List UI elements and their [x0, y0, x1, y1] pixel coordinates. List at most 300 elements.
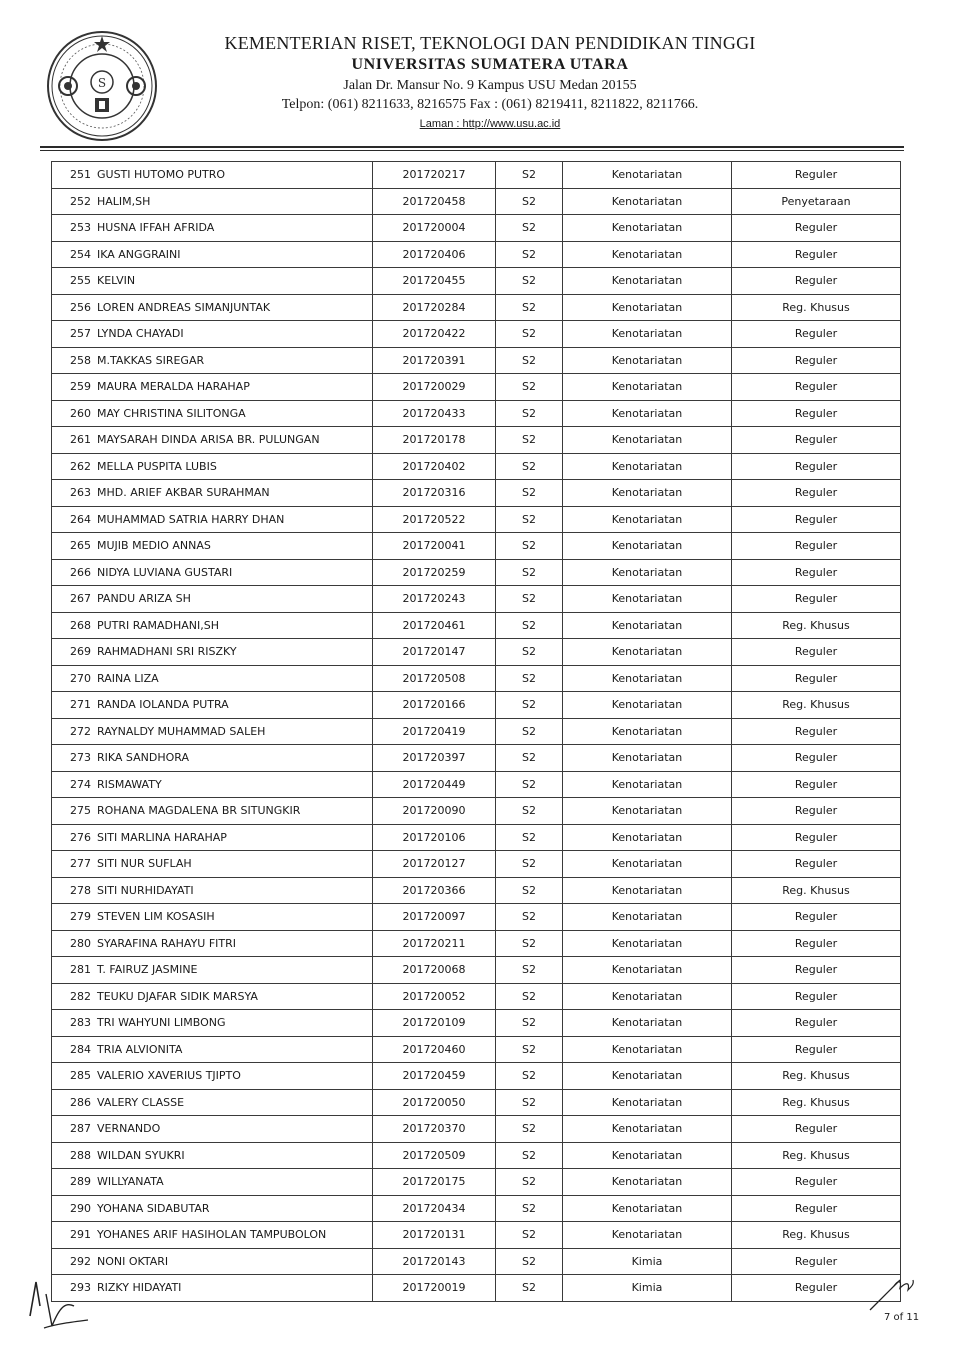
row-number: 266 — [52, 559, 95, 586]
degree-level: S2 — [496, 824, 563, 851]
student-name: KELVIN — [94, 268, 373, 295]
row-number: 256 — [52, 294, 95, 321]
study-program: Kenotariatan — [563, 771, 732, 798]
table-row — [52, 427, 901, 454]
student-id: 201720433 — [373, 400, 496, 427]
table-row — [52, 453, 901, 480]
row-number: 278 — [52, 877, 95, 904]
student-name: MAURA MERALDA HARAHAP — [94, 374, 373, 401]
table-row — [52, 188, 901, 215]
student-id: 201720366 — [373, 877, 496, 904]
table-row — [52, 1063, 901, 1090]
degree-level: S2 — [496, 930, 563, 957]
student-name: SITI MARLINA HARAHAP — [94, 824, 373, 851]
degree-level: S2 — [496, 241, 563, 268]
study-program: Kenotariatan — [563, 480, 732, 507]
study-program: Kenotariatan — [563, 665, 732, 692]
row-number: 259 — [52, 374, 95, 401]
student-id: 201720178 — [373, 427, 496, 454]
student-name: RIZKY HIDAYATI — [94, 1275, 373, 1302]
student-name: MAY CHRISTINA SILITONGA — [94, 400, 373, 427]
table-row — [52, 930, 901, 957]
study-program: Kenotariatan — [563, 586, 732, 613]
study-program: Kenotariatan — [563, 745, 732, 772]
admission-type: Reguler — [732, 745, 901, 772]
study-program: Kenotariatan — [563, 1142, 732, 1169]
row-number: 290 — [52, 1195, 95, 1222]
student-id: 201720217 — [373, 162, 496, 189]
table-row — [52, 374, 901, 401]
row-number: 285 — [52, 1063, 95, 1090]
admission-type: Reg. Khusus — [732, 692, 901, 719]
student-id: 201720166 — [373, 692, 496, 719]
student-id: 201720106 — [373, 824, 496, 851]
degree-level: S2 — [496, 718, 563, 745]
study-program: Kenotariatan — [563, 321, 732, 348]
degree-level: S2 — [496, 957, 563, 984]
table-row — [52, 241, 901, 268]
table-row — [52, 1169, 901, 1196]
student-id: 201720041 — [373, 533, 496, 560]
student-name: RAINA LIZA — [94, 665, 373, 692]
row-number: 267 — [52, 586, 95, 613]
table-row — [52, 533, 901, 560]
student-id: 201720316 — [373, 480, 496, 507]
row-number: 264 — [52, 506, 95, 533]
page-number: 7 of 11 — [884, 1312, 920, 1323]
degree-level: S2 — [496, 771, 563, 798]
admission-type: Reguler — [732, 427, 901, 454]
degree-level: S2 — [496, 1063, 563, 1090]
study-program: Kenotariatan — [563, 877, 732, 904]
table-row — [52, 480, 901, 507]
student-id: 201720370 — [373, 1116, 496, 1143]
row-number: 284 — [52, 1036, 95, 1063]
student-name: RIKA SANDHORA — [94, 745, 373, 772]
degree-level: S2 — [496, 983, 563, 1010]
admission-type: Reg. Khusus — [732, 1222, 901, 1249]
table-row — [52, 639, 901, 666]
degree-level: S2 — [496, 162, 563, 189]
table-row — [52, 612, 901, 639]
table-row — [52, 904, 901, 931]
row-number: 281 — [52, 957, 95, 984]
degree-level: S2 — [496, 559, 563, 586]
study-program: Kenotariatan — [563, 427, 732, 454]
degree-level: S2 — [496, 639, 563, 666]
admission-type: Reguler — [732, 798, 901, 825]
table-row — [52, 745, 901, 772]
degree-level: S2 — [496, 586, 563, 613]
row-number: 252 — [52, 188, 95, 215]
address-line: Jalan Dr. Mansur No. 9 Kampus USU Medan 20155 — [343, 77, 637, 93]
admission-type: Reguler — [732, 930, 901, 957]
study-program: Kenotariatan — [563, 1222, 732, 1249]
study-program: Kenotariatan — [563, 188, 732, 215]
admission-type: Reguler — [732, 347, 901, 374]
admission-type: Reguler — [732, 771, 901, 798]
table-row — [52, 1116, 901, 1143]
student-id: 201720147 — [373, 639, 496, 666]
degree-level: S2 — [496, 1275, 563, 1302]
admission-type: Reguler — [732, 162, 901, 189]
degree-level: S2 — [496, 877, 563, 904]
table-row — [52, 957, 901, 984]
student-id: 201720508 — [373, 665, 496, 692]
table-row — [52, 771, 901, 798]
student-id: 201720259 — [373, 559, 496, 586]
table-row — [52, 692, 901, 719]
study-program: Kenotariatan — [563, 851, 732, 878]
table-row — [52, 877, 901, 904]
degree-level: S2 — [496, 1089, 563, 1116]
degree-level: S2 — [496, 321, 563, 348]
admission-type: Reguler — [732, 983, 901, 1010]
table-row — [52, 162, 901, 189]
student-id: 201720402 — [373, 453, 496, 480]
row-number: 282 — [52, 983, 95, 1010]
svg-text:S: S — [97, 76, 107, 90]
student-name: NIDYA LUVIANA GUSTARI — [94, 559, 373, 586]
student-name: ROHANA MAGDALENA BR SITUNGKIR — [94, 798, 373, 825]
student-id: 201720052 — [373, 983, 496, 1010]
student-id: 201720050 — [373, 1089, 496, 1116]
header-rule-thin — [40, 150, 904, 151]
student-name: LYNDA CHAYADI — [94, 321, 373, 348]
handwritten-signature — [26, 1276, 96, 1336]
student-name: TRI WAHYUNI LIMBONG — [94, 1010, 373, 1037]
admission-type: Reguler — [732, 851, 901, 878]
student-name: NONI OKTARI — [94, 1248, 373, 1275]
student-id: 201720090 — [373, 798, 496, 825]
admission-type: Reguler — [732, 215, 901, 242]
admission-type: Penyetaraan — [732, 188, 901, 215]
student-name: SITI NURHIDAYATI — [94, 877, 373, 904]
student-name: VERNANDO — [94, 1116, 373, 1143]
table-row — [52, 665, 901, 692]
row-number: 286 — [52, 1089, 95, 1116]
row-number: 260 — [52, 400, 95, 427]
student-id: 201720127 — [373, 851, 496, 878]
study-program: Kenotariatan — [563, 400, 732, 427]
admission-type: Reguler — [732, 1195, 901, 1222]
student-id: 201720097 — [373, 904, 496, 931]
student-name: RANDA IOLANDA PUTRA — [94, 692, 373, 719]
table-row — [52, 1036, 901, 1063]
study-program: Kenotariatan — [563, 533, 732, 560]
website-link[interactable]: Laman : http://www.usu.ac.id — [419, 117, 561, 130]
phone-line: Telpon: (061) 8211633, 8216575 Fax : (061) 8219411, 8211822, 8211766. — [281, 97, 699, 112]
student-name: MHD. ARIEF AKBAR SURAHMAN — [94, 480, 373, 507]
admission-type: Reguler — [732, 904, 901, 931]
student-id: 201720406 — [373, 241, 496, 268]
student-name: WILLYANATA — [94, 1169, 373, 1196]
student-id: 201720397 — [373, 745, 496, 772]
row-number: 263 — [52, 480, 95, 507]
row-number: 255 — [52, 268, 95, 295]
admission-type: Reg. Khusus — [732, 612, 901, 639]
degree-level: S2 — [496, 374, 563, 401]
student-id: 201720422 — [373, 321, 496, 348]
letterhead — [190, 32, 790, 131]
study-program: Kenotariatan — [563, 241, 732, 268]
student-name: RISMAWATY — [94, 771, 373, 798]
handwritten-initials — [866, 1276, 916, 1312]
table-row — [52, 1010, 901, 1037]
table-row — [52, 506, 901, 533]
table-row — [52, 718, 901, 745]
admission-type: Reg. Khusus — [732, 877, 901, 904]
university-seal-logo — [46, 30, 158, 142]
degree-level: S2 — [496, 1010, 563, 1037]
row-number: 275 — [52, 798, 95, 825]
student-name: MAYSARAH DINDA ARISA BR. PULUNGAN — [94, 427, 373, 454]
degree-level: S2 — [496, 427, 563, 454]
table-row — [52, 215, 901, 242]
row-number: 291 — [52, 1222, 95, 1249]
study-program: Kenotariatan — [563, 268, 732, 295]
degree-level: S2 — [496, 268, 563, 295]
student-name: MELLA PUSPITA LUBIS — [94, 453, 373, 480]
table-row — [52, 824, 901, 851]
row-number: 265 — [52, 533, 95, 560]
row-number: 251 — [52, 162, 95, 189]
admission-type: Reguler — [732, 1169, 901, 1196]
degree-level: S2 — [496, 480, 563, 507]
student-id: 201720434 — [373, 1195, 496, 1222]
degree-level: S2 — [496, 188, 563, 215]
study-program: Kenotariatan — [563, 162, 732, 189]
degree-level: S2 — [496, 851, 563, 878]
table-row — [52, 1275, 901, 1302]
study-program: Kenotariatan — [563, 718, 732, 745]
student-name: HUSNA IFFAH AFRIDA — [94, 215, 373, 242]
admission-type: Reguler — [732, 718, 901, 745]
student-name: MUJIB MEDIO ANNAS — [94, 533, 373, 560]
admission-type: Reguler — [732, 665, 901, 692]
student-name: YOHANA SIDABUTAR — [94, 1195, 373, 1222]
row-number: 257 — [52, 321, 95, 348]
row-number: 287 — [52, 1116, 95, 1143]
student-id: 201720175 — [373, 1169, 496, 1196]
row-number: 269 — [52, 639, 95, 666]
header-rule-thick — [40, 146, 904, 148]
student-name: TRIA ALVIONITA — [94, 1036, 373, 1063]
table-row — [52, 983, 901, 1010]
row-number: 288 — [52, 1142, 95, 1169]
study-program: Kimia — [563, 1275, 732, 1302]
row-number: 271 — [52, 692, 95, 719]
student-name: T. FAIRUZ JASMINE — [94, 957, 373, 984]
study-program: Kimia — [563, 1248, 732, 1275]
study-program: Kenotariatan — [563, 1089, 732, 1116]
student-id: 201720019 — [373, 1275, 496, 1302]
table-row — [52, 1248, 901, 1275]
degree-level: S2 — [496, 798, 563, 825]
admission-type: Reguler — [732, 321, 901, 348]
admission-type: Reg. Khusus — [732, 1142, 901, 1169]
degree-level: S2 — [496, 1248, 563, 1275]
admission-type: Reguler — [732, 533, 901, 560]
student-name: IKA ANGGRAINI — [94, 241, 373, 268]
row-number: 253 — [52, 215, 95, 242]
degree-level: S2 — [496, 904, 563, 931]
student-name: PUTRI RAMADHANI,SH — [94, 612, 373, 639]
ministry-name: KEMENTERIAN RISET, TEKNOLOGI DAN PENDIDIKAN TINGGI — [224, 33, 756, 53]
study-program: Kenotariatan — [563, 1169, 732, 1196]
admission-type: Reg. Khusus — [732, 294, 901, 321]
student-name: SYARAFINA RAHAYU FITRI — [94, 930, 373, 957]
study-program: Kenotariatan — [563, 639, 732, 666]
student-id: 201720109 — [373, 1010, 496, 1037]
student-id: 201720143 — [373, 1248, 496, 1275]
student-id: 201720449 — [373, 771, 496, 798]
table-row — [52, 798, 901, 825]
student-name: VALERIO XAVERIUS TJIPTO — [94, 1063, 373, 1090]
admission-type: Reguler — [732, 268, 901, 295]
study-program: Kenotariatan — [563, 294, 732, 321]
student-name: GUSTI HUTOMO PUTRO — [94, 162, 373, 189]
admission-type: Reguler — [732, 1275, 901, 1302]
table-row — [52, 294, 901, 321]
student-name: YOHANES ARIF HASIHOLAN TAMPUBOLON — [94, 1222, 373, 1249]
row-number: 254 — [52, 241, 95, 268]
degree-level: S2 — [496, 1142, 563, 1169]
admission-type: Reguler — [732, 586, 901, 613]
student-name: RAHMADHANI SRI RISZKY — [94, 639, 373, 666]
student-name: RAYNALDY MUHAMMAD SALEH — [94, 718, 373, 745]
study-program: Kenotariatan — [563, 1116, 732, 1143]
study-program: Kenotariatan — [563, 506, 732, 533]
study-program: Kenotariatan — [563, 215, 732, 242]
student-name: STEVEN LIM KOSASIH — [94, 904, 373, 931]
student-name: VALERY CLASSE — [94, 1089, 373, 1116]
row-number: 262 — [52, 453, 95, 480]
student-id: 201720004 — [373, 215, 496, 242]
table-row — [52, 1089, 901, 1116]
degree-level: S2 — [496, 745, 563, 772]
degree-level: S2 — [496, 1169, 563, 1196]
student-name: TEUKU DJAFAR SIDIK MARSYA — [94, 983, 373, 1010]
table-row — [52, 1142, 901, 1169]
student-id: 201720522 — [373, 506, 496, 533]
student-name: MUHAMMAD SATRIA HARRY DHAN — [94, 506, 373, 533]
student-list-body — [52, 162, 901, 1302]
admission-type: Reguler — [732, 506, 901, 533]
table-row — [52, 586, 901, 613]
study-program: Kenotariatan — [563, 692, 732, 719]
row-number: 280 — [52, 930, 95, 957]
admission-type: Reguler — [732, 1248, 901, 1275]
student-name: HALIM,SH — [94, 188, 373, 215]
student-id: 201720284 — [373, 294, 496, 321]
table-row — [52, 1222, 901, 1249]
degree-level: S2 — [496, 533, 563, 560]
row-number: 258 — [52, 347, 95, 374]
admission-type: Reg. Khusus — [732, 1089, 901, 1116]
admission-type: Reguler — [732, 559, 901, 586]
study-program: Kenotariatan — [563, 612, 732, 639]
student-id: 201720029 — [373, 374, 496, 401]
degree-level: S2 — [496, 1036, 563, 1063]
student-id: 201720461 — [373, 612, 496, 639]
student-id: 201720131 — [373, 1222, 496, 1249]
student-id: 201720458 — [373, 188, 496, 215]
admission-type: Reg. Khusus — [732, 1063, 901, 1090]
degree-level: S2 — [496, 347, 563, 374]
student-id: 201720419 — [373, 718, 496, 745]
university-name: UNIVERSITAS SUMATERA UTARA — [351, 55, 629, 73]
student-id: 201720460 — [373, 1036, 496, 1063]
degree-level: S2 — [496, 294, 563, 321]
student-id: 201720509 — [373, 1142, 496, 1169]
student-id: 201720243 — [373, 586, 496, 613]
admission-type: Reguler — [732, 824, 901, 851]
study-program: Kenotariatan — [563, 957, 732, 984]
table-row — [52, 347, 901, 374]
admission-type: Reguler — [732, 241, 901, 268]
study-program: Kenotariatan — [563, 1063, 732, 1090]
admission-type: Reguler — [732, 1036, 901, 1063]
row-number: 276 — [52, 824, 95, 851]
student-name: SITI NUR SUFLAH — [94, 851, 373, 878]
degree-level: S2 — [496, 692, 563, 719]
student-id: 201720455 — [373, 268, 496, 295]
admission-type: Reguler — [732, 400, 901, 427]
admission-type: Reguler — [732, 480, 901, 507]
degree-level: S2 — [496, 506, 563, 533]
row-number: 279 — [52, 904, 95, 931]
degree-level: S2 — [496, 1116, 563, 1143]
study-program: Kenotariatan — [563, 559, 732, 586]
student-name: WILDAN SYUKRI — [94, 1142, 373, 1169]
table-row — [52, 400, 901, 427]
row-number: 261 — [52, 427, 95, 454]
degree-level: S2 — [496, 1195, 563, 1222]
admission-type: Reguler — [732, 374, 901, 401]
row-number: 273 — [52, 745, 95, 772]
row-number: 289 — [52, 1169, 95, 1196]
study-program: Kenotariatan — [563, 824, 732, 851]
degree-level: S2 — [496, 400, 563, 427]
study-program: Kenotariatan — [563, 930, 732, 957]
study-program: Kenotariatan — [563, 1195, 732, 1222]
table-row — [52, 1195, 901, 1222]
degree-level: S2 — [496, 215, 563, 242]
student-id: 201720211 — [373, 930, 496, 957]
table-row — [52, 851, 901, 878]
student-list-table — [51, 161, 901, 1302]
degree-level: S2 — [496, 665, 563, 692]
admission-type: Reguler — [732, 1010, 901, 1037]
row-number: 270 — [52, 665, 95, 692]
degree-level: S2 — [496, 453, 563, 480]
row-number: 272 — [52, 718, 95, 745]
table-row — [52, 559, 901, 586]
row-number: 293 — [52, 1275, 95, 1302]
study-program: Kenotariatan — [563, 347, 732, 374]
student-name: M.TAKKAS SIREGAR — [94, 347, 373, 374]
row-number: 292 — [52, 1248, 95, 1275]
student-id: 201720068 — [373, 957, 496, 984]
row-number: 277 — [52, 851, 95, 878]
table-row — [52, 321, 901, 348]
admission-type: Reguler — [732, 639, 901, 666]
degree-level: S2 — [496, 612, 563, 639]
student-name: PANDU ARIZA SH — [94, 586, 373, 613]
study-program: Kenotariatan — [563, 374, 732, 401]
row-number: 283 — [52, 1010, 95, 1037]
